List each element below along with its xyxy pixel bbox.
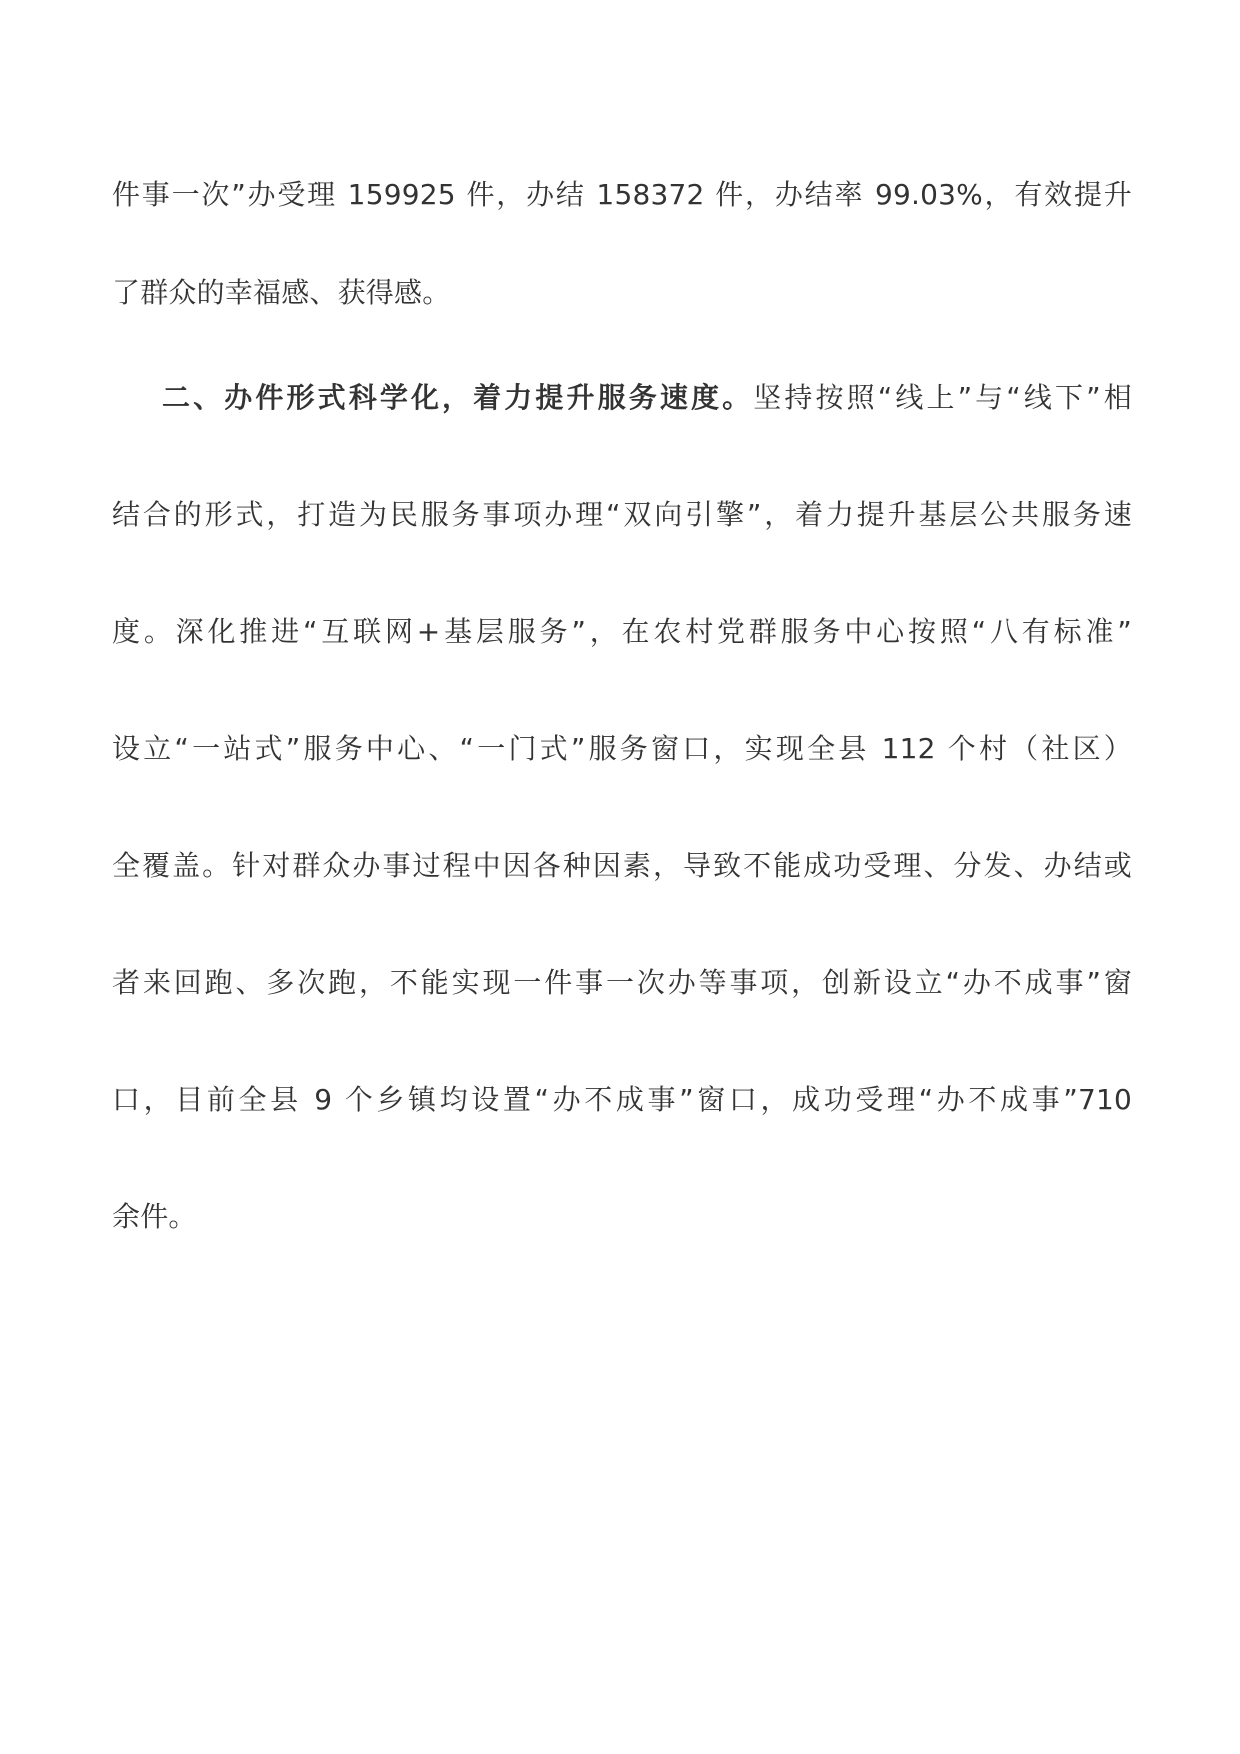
- body-line-5: 度。深化推进“互联网+基层服务”，在农村党群服务中心按照“八有标准”: [112, 615, 1132, 648]
- body-line-2: 了群众的幸福感、获得感。: [112, 276, 451, 309]
- body-line-9: 口，目前全县 9 个乡镇均设置“办不成事”窗口，成功受理“办不成事”710: [112, 1083, 1132, 1116]
- body-line-4: 结合的形式，打造为民服务事项办理“双向引擎”，着力提升基层公共服务速: [112, 498, 1132, 531]
- body-line-7: 全覆盖。针对群众办事过程中因各种因素，导致不能成功受理、分发、办结或: [112, 849, 1132, 882]
- body-line-8: 者来回跑、多次跑，不能实现一件事一次办等事项，创新设立“办不成事”窗: [112, 966, 1132, 999]
- body-line-1: 件事一次”办受理 159925 件，办结 158372 件，办结率 99.03%，有效提升: [112, 178, 1132, 211]
- section-text: 坚持按照“线上”与“线下”相: [753, 381, 1132, 414]
- section-heading: 二、办件形式科学化，着力提升服务速度。: [162, 381, 754, 414]
- body-line-10: 余件。: [112, 1200, 197, 1233]
- section-paragraph-line-1: [162, 378, 1132, 418]
- body-line-6: 设立“一站式”服务中心、“一门式”服务窗口，实现全县 112 个村（社区）: [112, 732, 1132, 765]
